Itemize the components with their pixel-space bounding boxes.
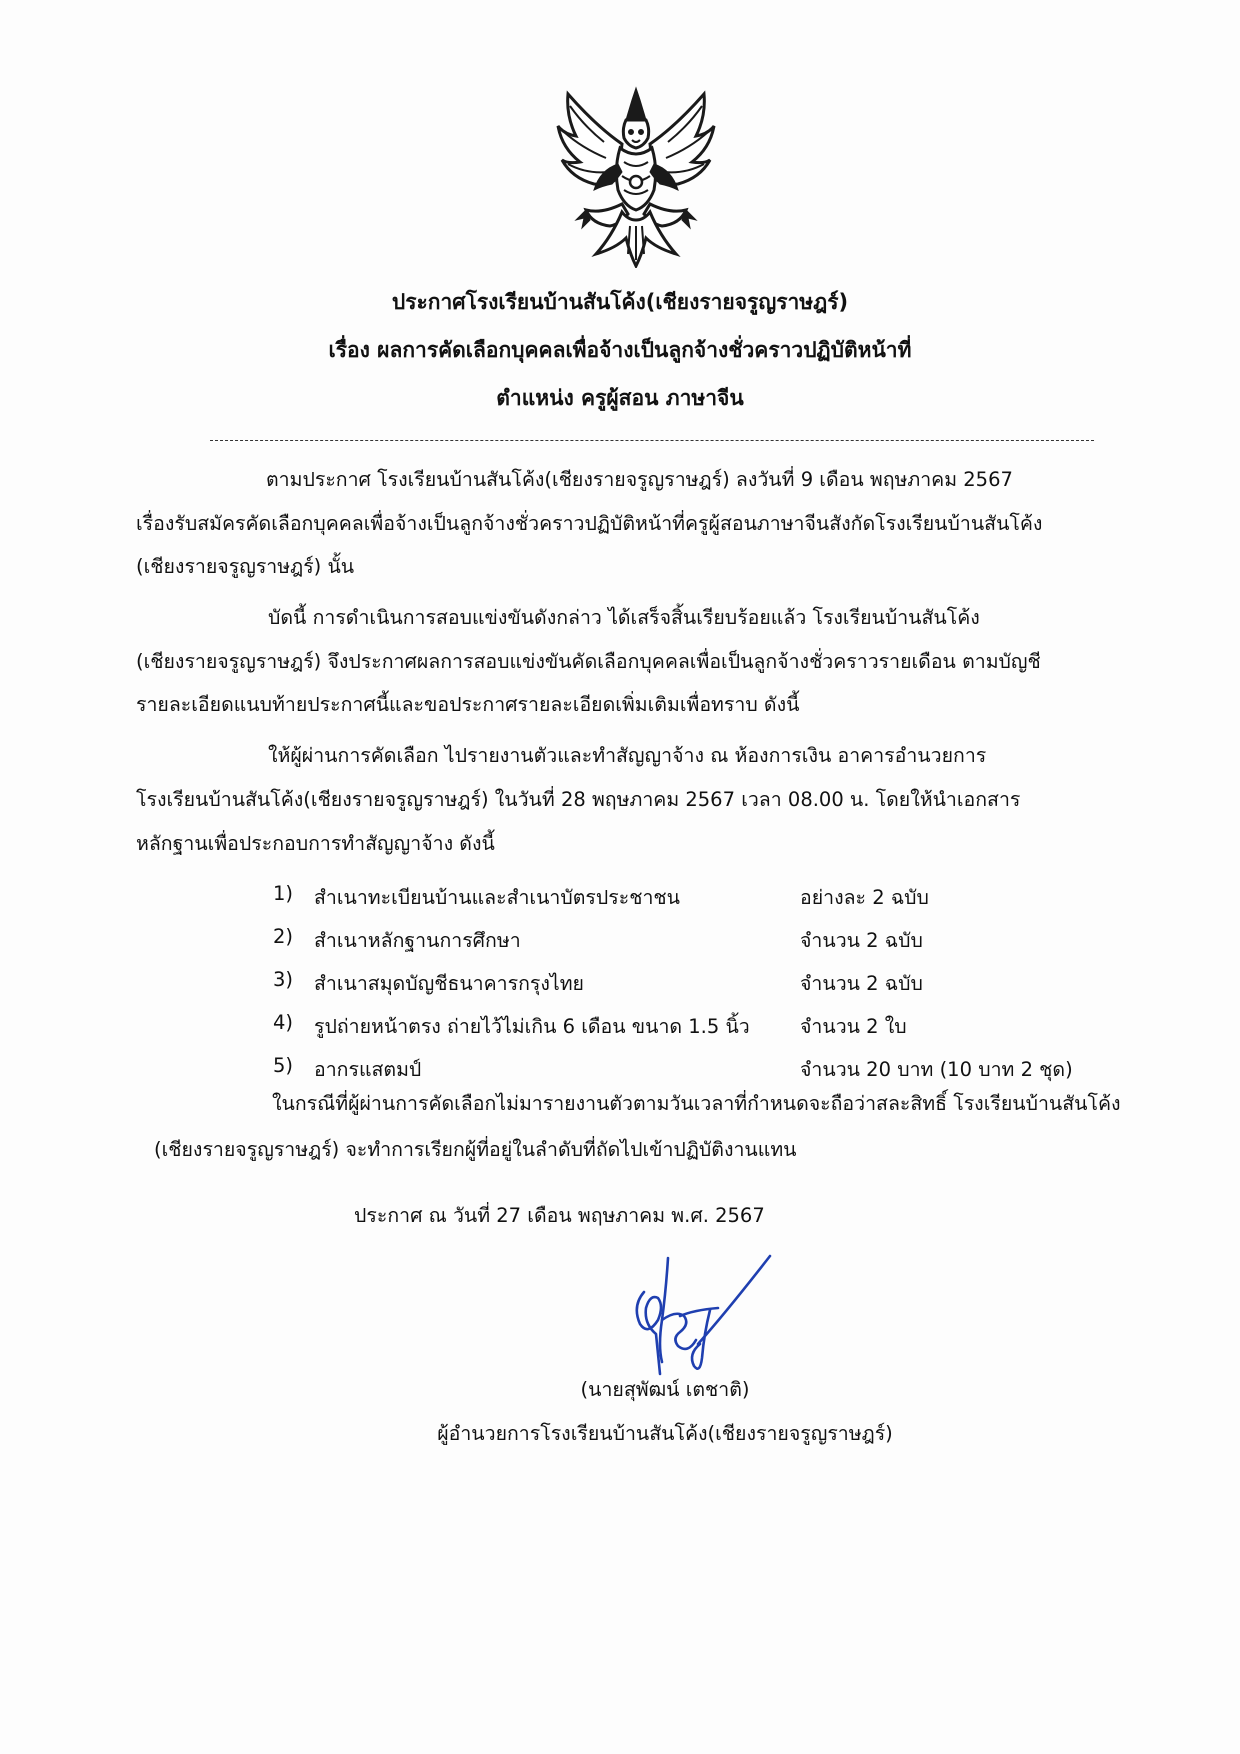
list-item-text: สำเนาหลักฐานการศึกษา — [314, 929, 521, 952]
paragraph-4-line-2: (เชียงรายจรูญราษฎร์) จะทำการเรียกผู้ที่อยู่ในลำดับที่ถัดไปเข้าปฏิบัติงานแทน — [154, 1138, 797, 1161]
list-item-number: 5) — [273, 1054, 294, 1077]
list-item-quantity: จำนวน 2 ฉบับ — [800, 972, 923, 995]
paragraph-2-line-2: (เชียงรายจรูญราษฎร์) จึงประกาศผลการสอบแข่งขันคัดเลือกบุคคลเพื่อเป็นลูกจ้างชั่วคราวรายเดือน ตามบัญชี — [136, 650, 1041, 673]
list-item-number: 3) — [273, 968, 294, 991]
signer-title: ผู้อำนวยการโรงเรียนบ้านสันโค้ง(เชียงรายจรูญราษฎร์) — [437, 1422, 893, 1445]
announcement-title: ประกาศโรงเรียนบ้านสันโค้ง(เชียงรายจรูญราษฎร์) — [391, 290, 849, 314]
list-item-number: 4) — [273, 1011, 294, 1034]
announcement-subject: เรื่อง ผลการคัดเลือกบุคคลเพื่อจ้างเป็นลูกจ้างชั่วคราวปฏิบัติหน้าที่ — [328, 338, 912, 362]
paragraph-2-line-3: รายละเอียดแนบท้ายประกาศนี้และขอประกาศรายละเอียดเพิ่มเติมเพื่อทราบ ดังนี้ — [136, 693, 800, 716]
list-item-text: สำเนาสมุดบัญชีธนาคารกรุงไทย — [314, 972, 584, 995]
dashed-divider — [210, 440, 1094, 441]
announcement-date: ประกาศ ณ วันที่ 27 เดือน พฤษภาคม พ.ศ. 2567 — [354, 1204, 765, 1227]
paragraph-4-line-1: ในกรณีที่ผู้ผ่านการคัดเลือกไม่มารายงานตัวตามวันเวลาที่กำหนดจะถือว่าสละสิทธิ์ โรงเรียนบ้านสันโค้ง — [272, 1092, 1121, 1115]
announcement-position: ตำแหน่ง ครูผู้สอน ภาษาจีน — [496, 386, 744, 410]
paragraph-3-line-2: โรงเรียนบ้านสันโค้ง(เชียงรายจรูญราษฎร์) ในวันที่ 28 พฤษภาคม 2567 เวลา 08.00 น. โดยให้นำเอกสาร — [136, 788, 1021, 811]
paragraph-2-line-1: บัดนี้ การดำเนินการสอบแข่งขันดังกล่าว ได้เสร็จสิ้นเรียบร้อยแล้ว โรงเรียนบ้านสันโค้ง — [268, 606, 980, 629]
signer-name: (นายสุพัฒน์ เตชาติ) — [580, 1378, 750, 1401]
list-item-quantity: จำนวน 2 ฉบับ — [800, 929, 923, 952]
list-item-text: อากรแสตมป์ — [314, 1058, 422, 1081]
paragraph-1-line-3: (เชียงรายจรูญราษฎร์) นั้น — [136, 555, 355, 578]
paragraph-3-line-3: หลักฐานเพื่อประกอบการทำสัญญาจ้าง ดังนี้ — [136, 832, 495, 855]
paragraph-1-line-1: ตามประกาศ โรงเรียนบ้านสันโค้ง(เชียงรายจรูญราษฎร์) ลงวันที่ 9 เดือน พฤษภาคม 2567 — [266, 468, 1013, 491]
handwritten-signature-icon — [618, 1250, 778, 1380]
list-item-text: รูปถ่ายหน้าตรง ถ่ายไว้ไม่เกิน 6 เดือน ขนาด 1.5 นิ้ว — [314, 1015, 750, 1038]
paragraph-3-line-1: ให้ผู้ผ่านการคัดเลือก ไปรายงานตัวและทำสัญญาจ้าง ณ ห้องการเงิน อาคารอำนวยการ — [268, 744, 987, 767]
list-item-text: สำเนาทะเบียนบ้านและสำเนาบัตรประชาชน — [314, 886, 680, 909]
list-item-quantity: จำนวน 20 บาท (10 บาท 2 ชุด) — [800, 1058, 1073, 1081]
list-item-quantity: อย่างละ 2 ฉบับ — [800, 886, 929, 909]
list-item-number: 2) — [273, 925, 294, 948]
list-item-quantity: จำนวน 2 ใบ — [800, 1015, 907, 1038]
garuda-emblem-icon — [556, 86, 716, 268]
paragraph-1-line-2: เรื่องรับสมัครคัดเลือกบุคคลเพื่อจ้างเป็นลูกจ้างชั่วคราวปฏิบัติหน้าที่ครูผู้สอนภาษาจีนสังกัดโรงเรียนบ้านสันโค้ง — [136, 512, 1043, 535]
list-item-number: 1) — [273, 882, 294, 905]
